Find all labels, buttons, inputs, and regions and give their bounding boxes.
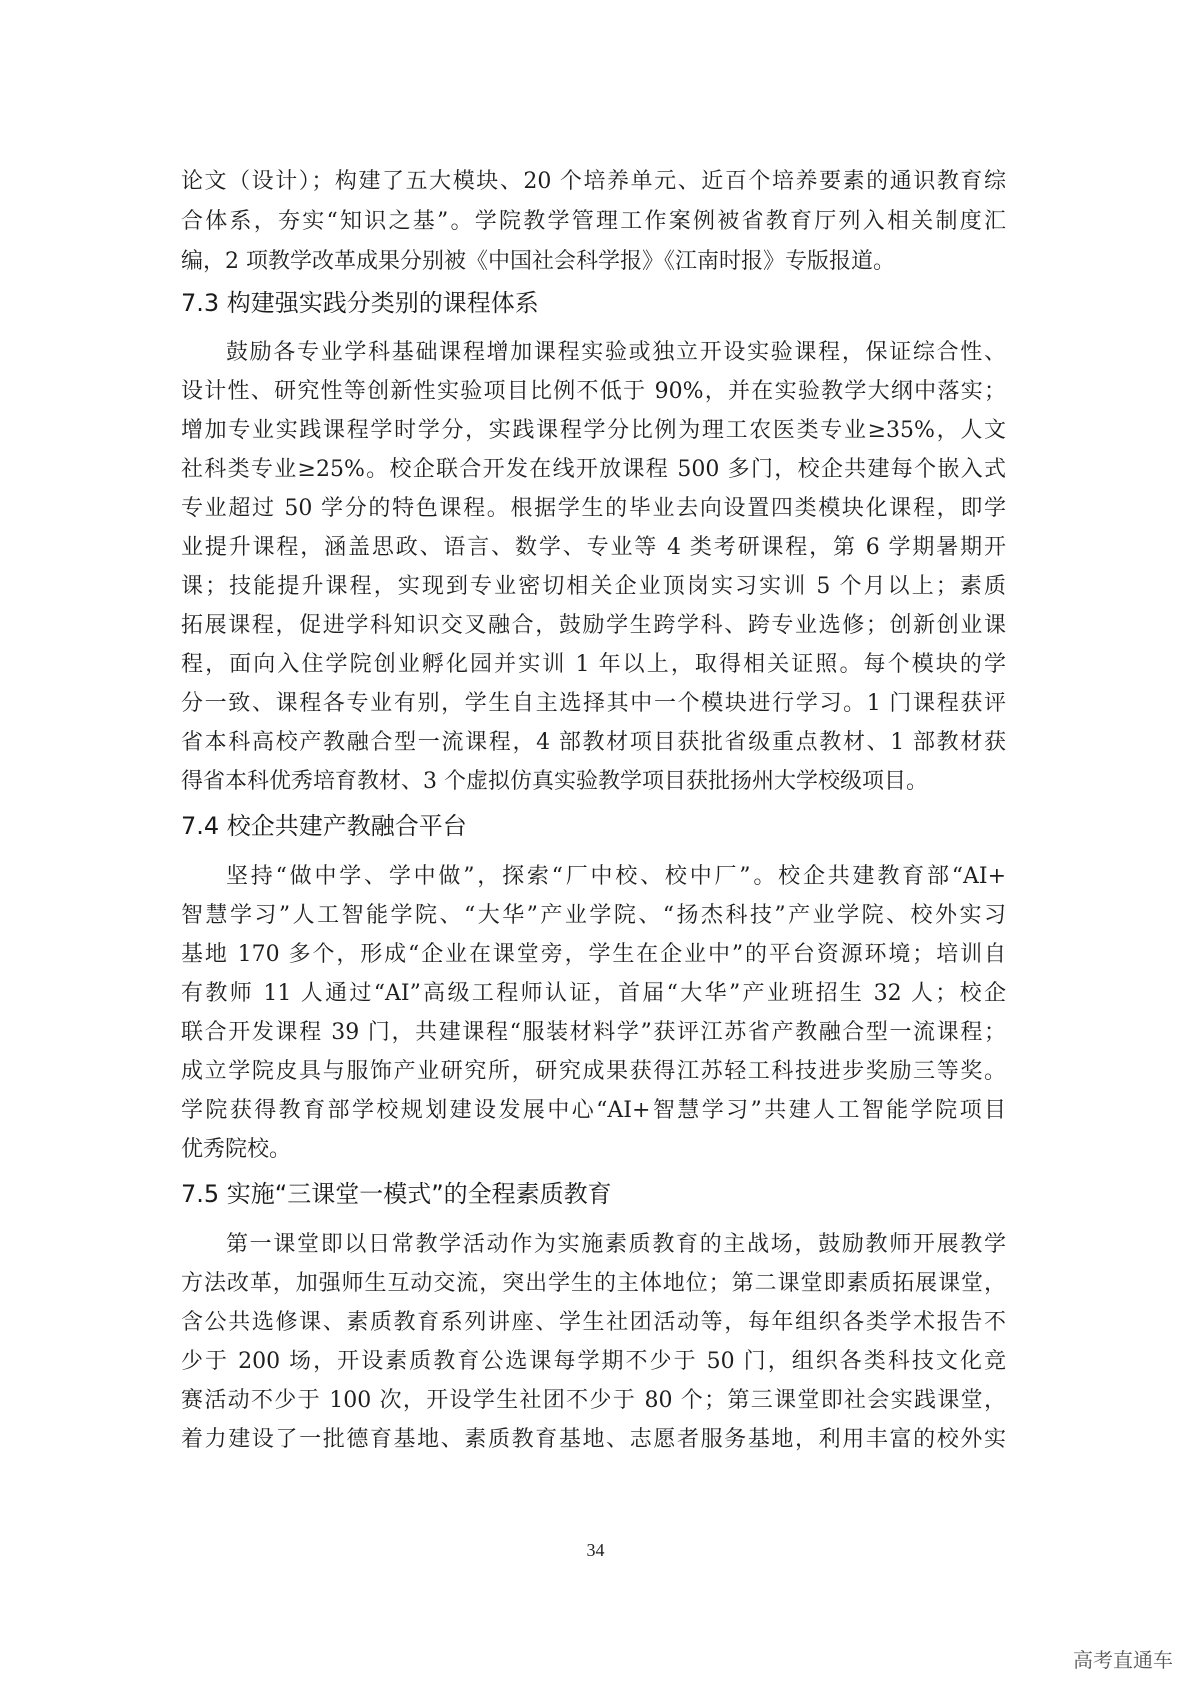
- paragraph-line: 拓展课程，促进学科知识交叉融合，鼓励学生跨学科、跨专业选修；创新创业课: [181, 613, 1006, 638]
- paragraph-line: 增加专业实践课程学时学分，实践课程学分比例为理工农医类专业≥35%，人文: [181, 418, 1006, 443]
- paragraph-line: 业提升课程，涵盖思政、语言、数学、专业等 4 类考研课程，第 6 学期暑期开: [181, 535, 1006, 560]
- paragraph-line: 得省本科优秀培育教材、3 个虚拟仿真实验教学项目获批扬州大学校级项目。: [181, 769, 928, 794]
- paragraph-line: 赛活动不少于 100 次，开设学生社团不少于 80 个；第三课堂即社会实践课堂，: [181, 1388, 1006, 1413]
- paragraph-line: 坚持“做中学、学中做”，探索“厂中校、校中厂”。校企共建教育部“AI+: [226, 864, 1006, 889]
- watermark-text: 高考直通车: [1073, 1648, 1173, 1672]
- paragraph-line: 少于 200 场，开设素质教育公选课每学期不少于 50 门，组织各类科技文化竞: [181, 1349, 1006, 1374]
- paragraph-line: 联合开发课程 39 门，共建课程“服装材料学”获评江苏省产教融合型一流课程；: [181, 1020, 1006, 1045]
- paragraph-line: 编，2 项教学改革成果分别被《中国社会科学报》《江南时报》专版报道。: [181, 249, 895, 274]
- paragraph-line: 省本科高校产教融合型一流课程，4 部教材项目获批省级重点教材、1 部教材获: [181, 730, 1006, 755]
- paragraph-line: 设计性、研究性等创新性实验项目比例不低于 90%，并在实验教学大纲中落实；: [181, 379, 1006, 404]
- paragraph-line: 方法改革，加强师生互动交流，突出学生的主体地位；第二课堂即素质拓展课堂，: [181, 1271, 1006, 1296]
- section-heading-7-4: 7.4 校企共建产教融合平台: [181, 812, 467, 840]
- paragraph-line: 基地 170 多个，形成“企业在课堂旁，学生在企业中”的平台资源环境；培训自: [181, 942, 1006, 967]
- paragraph-line: 课；技能提升课程，实现到专业密切相关企业顶岗实习实训 5 个月以上；素质: [181, 574, 1006, 599]
- paragraph-line: 鼓励各专业学科基础课程增加课程实验或独立开设实验课程，保证综合性、: [226, 340, 1006, 365]
- paragraph-line: 成立学院皮具与服饰产业研究所，研究成果获得江苏轻工科技进步奖励三等奖。: [181, 1059, 1006, 1084]
- paragraph-line: 社科类专业≥25%。校企联合开发在线开放课程 500 多门，校企共建每个嵌入式: [181, 457, 1006, 482]
- page-number: 34: [586, 1540, 605, 1560]
- paragraph-line: 分一致、课程各专业有别，学生自主选择其中一个模块进行学习。1 门课程获评: [181, 691, 1006, 716]
- paragraph-line: 优秀院校。: [181, 1137, 292, 1162]
- paragraph-line: 着力建设了一批德育基地、素质教育基地、志愿者服务基地，利用丰富的校外实: [181, 1427, 1006, 1452]
- paragraph-line: 第一课堂即以日常教学活动作为实施素质教育的主战场，鼓励教师开展教学: [226, 1232, 1006, 1257]
- paragraph-line: 学院获得教育部学校规划建设发展中心“AI+智慧学习”共建人工智能学院项目: [181, 1098, 1006, 1123]
- paragraph-line: 论文（设计）；构建了五大模块、20 个培养单元、近百个培养要素的通识教育综: [181, 169, 1006, 194]
- paragraph-line: 有教师 11 人通过“AI”高级工程师认证，首届“大华”产业班招生 32 人；校企: [181, 981, 1006, 1006]
- section-heading-7-3: 7.3 构建强实践分类别的课程体系: [181, 289, 539, 317]
- paragraph-line: 程，面向入住学院创业孵化园并实训 1 年以上，取得相关证照。每个模块的学: [181, 652, 1006, 677]
- section-heading-7-5: 7.5 实施“三课堂一模式”的全程素质教育: [181, 1180, 612, 1208]
- paragraph-line: 合体系，夯实“知识之基”。学院教学管理工作案例被省教育厅列入相关制度汇: [181, 209, 1006, 234]
- paragraph-line: 智慧学习”人工智能学院、“大华”产业学院、“扬杰科技”产业学院、校外实习: [181, 903, 1006, 928]
- paragraph-line: 含公共选修课、素质教育系列讲座、学生社团活动等，每年组织各类学术报告不: [181, 1310, 1006, 1335]
- paragraph-line: 专业超过 50 学分的特色课程。根据学生的毕业去向设置四类模块化课程，即学: [181, 496, 1006, 521]
